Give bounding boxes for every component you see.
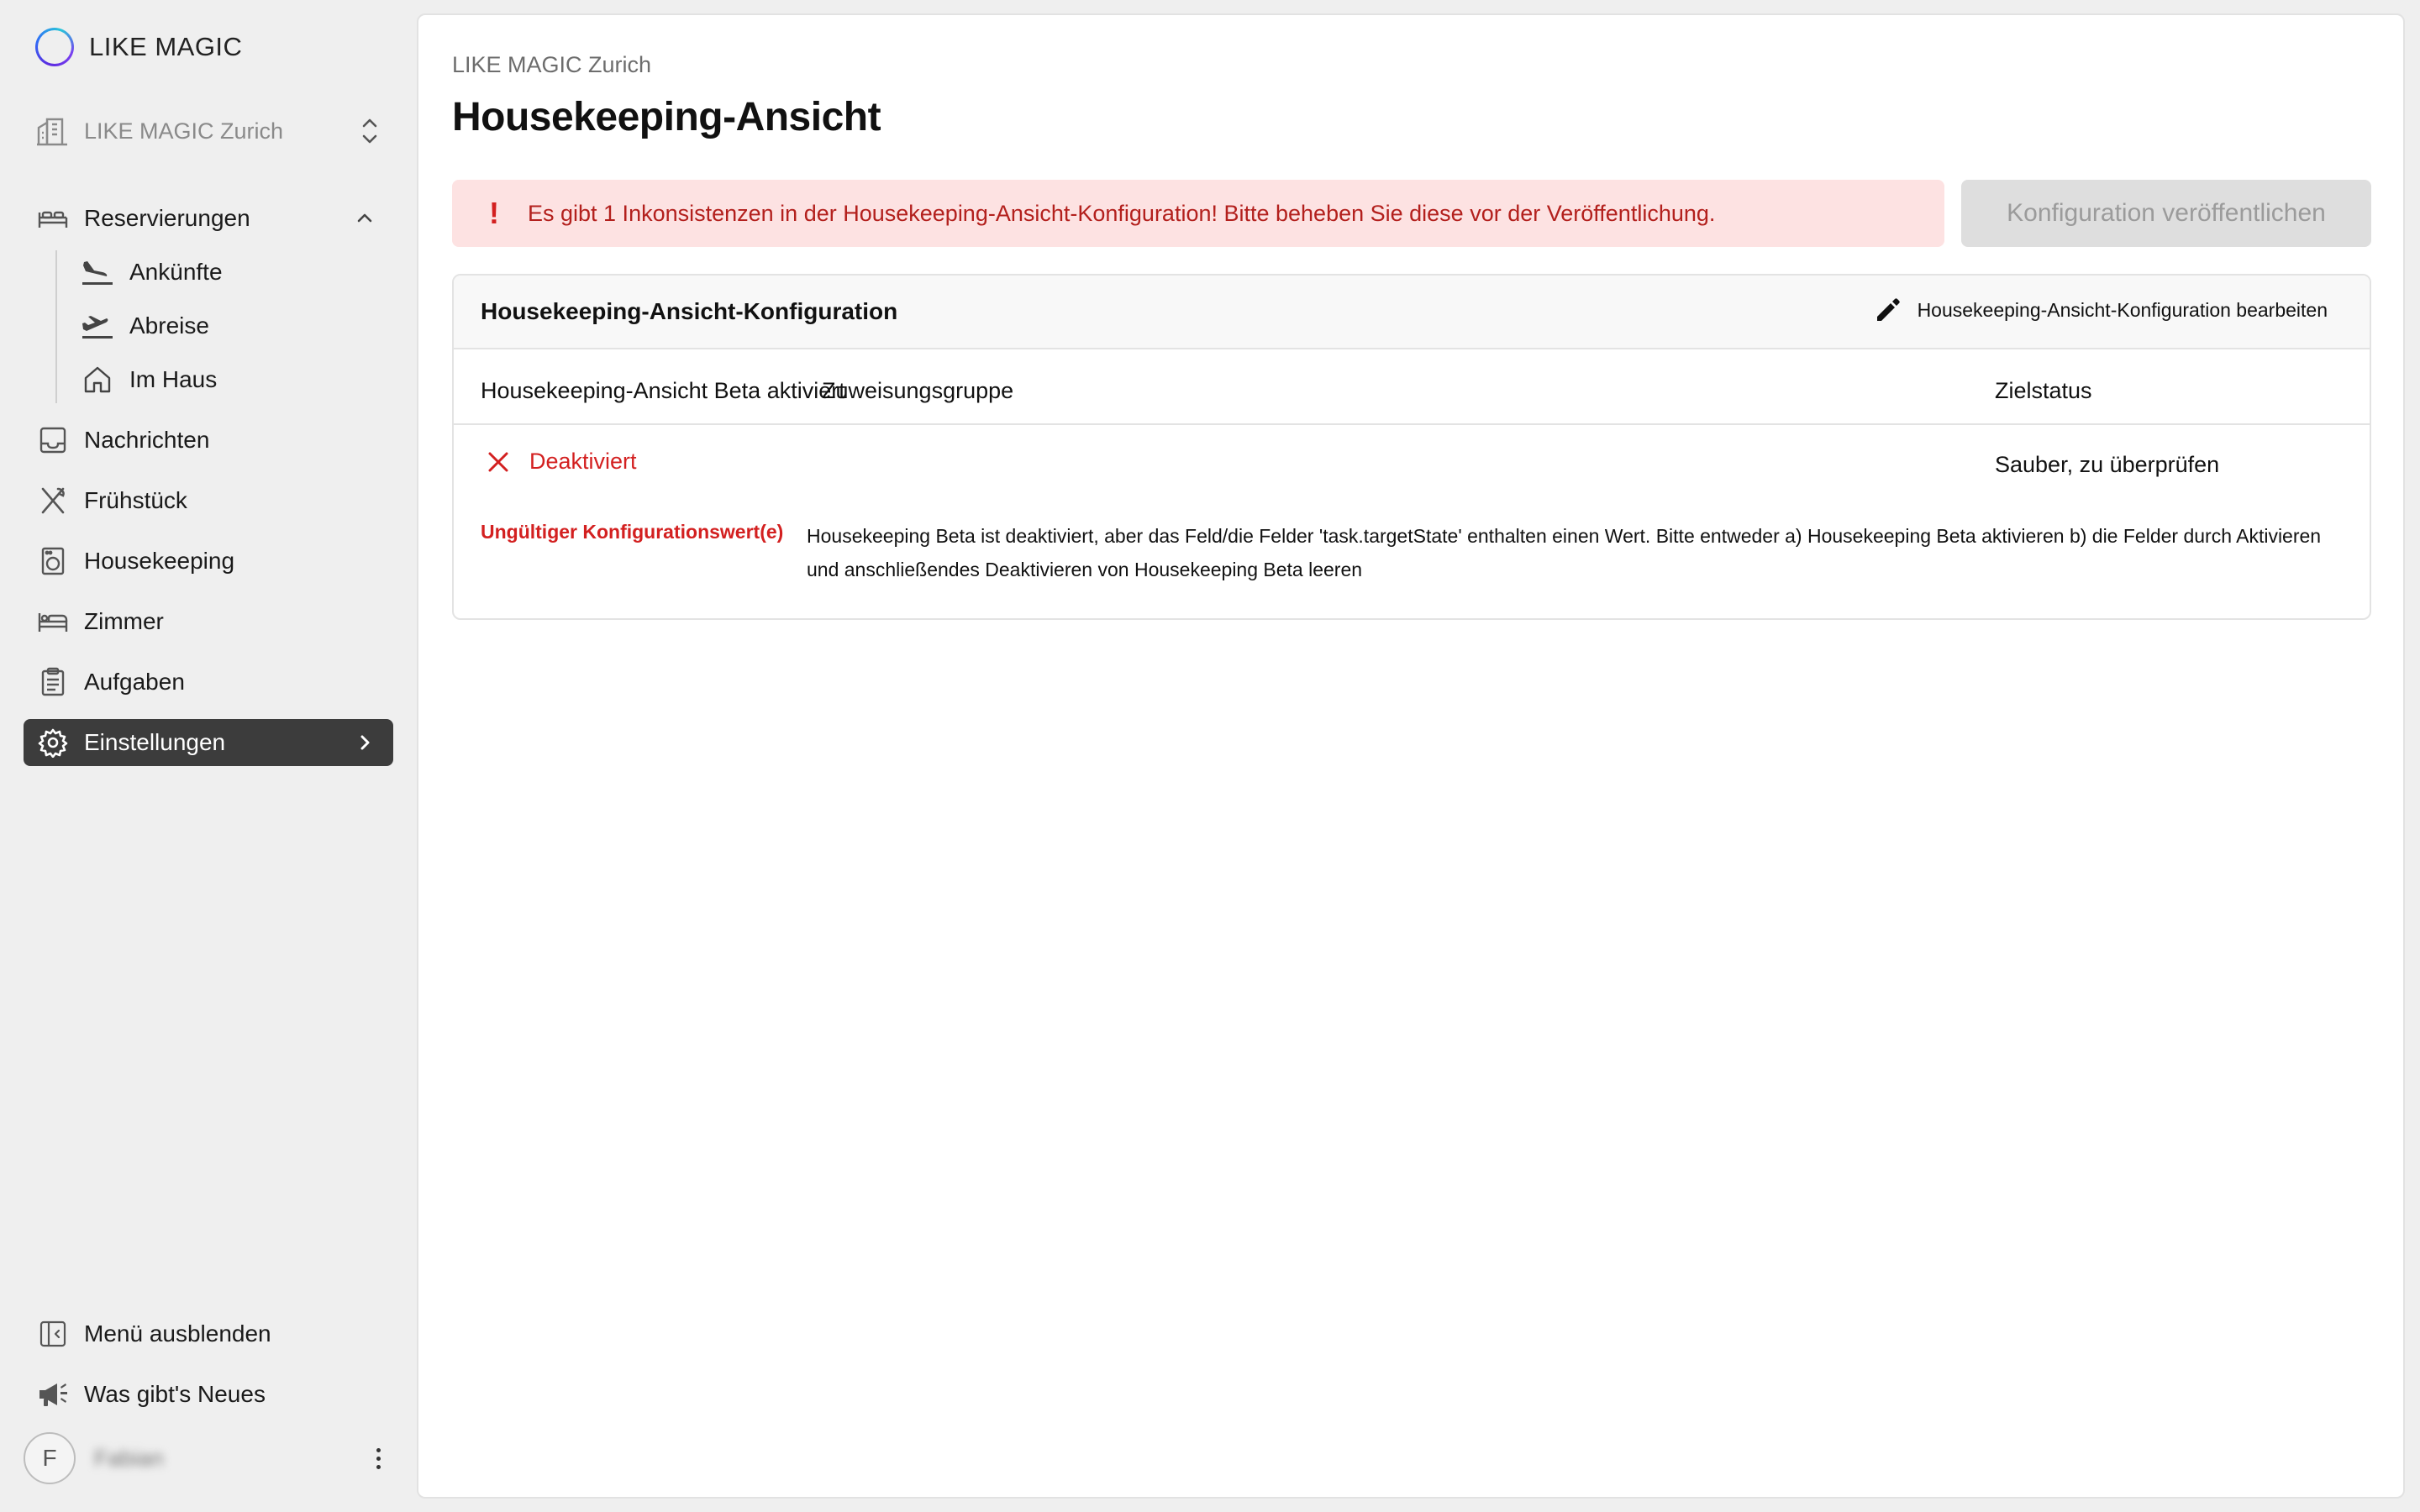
column-header-beta: Housekeeping-Ansicht Beta aktiviert xyxy=(481,378,845,403)
nav-tasks[interactable] xyxy=(24,659,393,706)
config-card xyxy=(452,274,2371,620)
edit-config-button[interactable] xyxy=(1874,296,2328,324)
publish-config-button[interactable]: Konfiguration veröffentlichen xyxy=(1961,180,2371,247)
hide-menu-label: Menü ausblenden xyxy=(84,1320,271,1347)
card-title: Housekeeping-Ansicht-Konfiguration xyxy=(481,298,898,324)
brand-name: LIKE MAGIC xyxy=(89,32,243,61)
error-description: Housekeeping Beta ist deaktiviert, aber das Feld/die Felder 'task.targetState' enthalten einen Wert. Bitte entweder a) Housekeeping Beta aktivieren b) die Felder durch Aktivieren und anschließendes Deaktivieren von Housekeeping Beta leeren xyxy=(807,525,2322,580)
column-header-assignment-group: Zuweisungsgruppe xyxy=(822,378,1014,403)
nav-label: Zimmer xyxy=(84,608,164,634)
more-options-icon[interactable] xyxy=(368,1441,388,1475)
washing-machine-icon xyxy=(37,545,69,577)
nav-breakfast[interactable] xyxy=(24,477,393,524)
building-icon xyxy=(35,114,69,148)
chevron-up-down-icon xyxy=(358,114,381,148)
whats-new-button[interactable] xyxy=(24,1371,393,1418)
nav-rooms[interactable] xyxy=(24,598,393,645)
sidebar xyxy=(0,0,417,1512)
main-panel xyxy=(417,13,2405,1499)
error-label: Ungültiger Konfigurationswert(e) xyxy=(481,521,784,543)
gear-icon xyxy=(37,727,69,759)
error-alert xyxy=(452,180,1944,247)
divider xyxy=(454,423,2370,425)
nav-sub-departures[interactable] xyxy=(81,304,209,348)
sidebar-collapse-icon xyxy=(37,1318,69,1350)
exclamation-icon: ! xyxy=(489,196,499,230)
nav-messages[interactable] xyxy=(24,417,393,464)
submenu-guide-line xyxy=(55,250,57,403)
nav-label: Im Haus xyxy=(129,366,218,392)
nav-label: Reservierungen xyxy=(84,205,250,231)
avatar: F xyxy=(24,1432,76,1484)
property-switcher[interactable] xyxy=(35,111,381,151)
property-name: LIKE MAGIC Zurich xyxy=(84,118,284,144)
column-header-target-status: Zielstatus xyxy=(1995,378,2092,403)
nav-label: Frühstück xyxy=(84,487,187,513)
nav-housekeeping[interactable] xyxy=(24,538,393,585)
close-icon xyxy=(486,449,511,475)
nav-label: Ankünfte xyxy=(129,259,223,285)
nav-label: Nachrichten xyxy=(84,427,210,453)
user-name: Fabian xyxy=(94,1445,164,1471)
nav-sub-in-house[interactable] xyxy=(81,358,217,402)
target-status-value: Sauber, zu überprüfen xyxy=(1995,452,2220,477)
alert-message: Es gibt 1 Inkonsistenzen in der Housekeeping-Ansicht-Konfiguration! Bitte beheben Sie diese vor der Veröffentlichung. xyxy=(528,200,1716,226)
brand[interactable] xyxy=(35,27,242,67)
clipboard-icon xyxy=(37,666,69,698)
nav-sub-arrivals[interactable] xyxy=(81,250,223,294)
fork-spoon-icon xyxy=(37,485,69,517)
card-header xyxy=(454,276,2370,349)
beta-status-label: Deaktiviert xyxy=(529,449,637,474)
chevron-up-icon xyxy=(351,205,378,232)
beta-status-value xyxy=(486,449,637,475)
megaphone-icon xyxy=(37,1378,69,1410)
breadcrumb[interactable]: LIKE MAGIC Zurich xyxy=(452,52,652,77)
hide-menu-button[interactable] xyxy=(24,1310,393,1357)
nav-label: Aufgaben xyxy=(84,669,185,695)
bed-icon xyxy=(37,202,69,234)
pencil-icon xyxy=(1874,296,1902,324)
plane-takeoff-icon xyxy=(81,311,114,341)
edit-config-label: Housekeeping-Ansicht-Konfiguration bearbeiten xyxy=(1917,298,2328,321)
page-title: Housekeeping-Ansicht xyxy=(452,95,881,139)
plane-landing-icon xyxy=(81,257,114,287)
home-icon xyxy=(81,365,114,395)
bed-single-icon xyxy=(37,606,69,638)
brand-logo-icon xyxy=(35,28,74,66)
chevron-right-icon xyxy=(351,729,378,756)
inbox-icon xyxy=(37,424,69,456)
whats-new-label: Was gibt's Neues xyxy=(84,1381,266,1407)
nav-settings[interactable] xyxy=(24,719,393,766)
nav-label: Housekeeping xyxy=(84,548,235,574)
nav-label: Abreise xyxy=(129,312,209,339)
nav-reservations[interactable] xyxy=(24,195,393,242)
user-menu[interactable] xyxy=(24,1431,393,1485)
nav-label: Einstellungen xyxy=(84,729,226,755)
